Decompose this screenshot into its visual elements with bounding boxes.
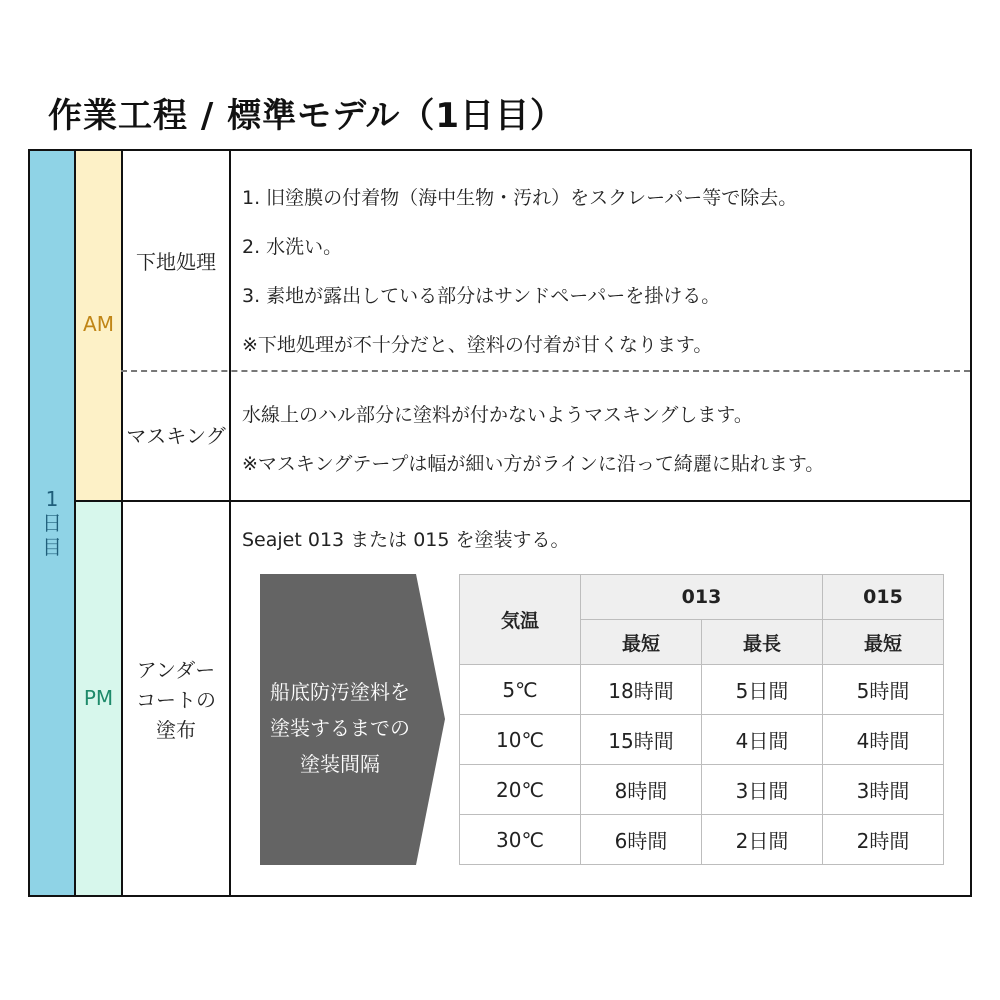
divider (229, 149, 231, 897)
interval-cell: 5日間 (702, 665, 823, 715)
frame-border (28, 149, 30, 897)
task-name-line: アンダー (136, 658, 216, 682)
task-name-line: 塗布 (156, 718, 196, 742)
am-pm-divider (76, 500, 970, 502)
task-name-surface-prep: 下地処理 (136, 250, 216, 274)
interval-cell: 4時間 (823, 715, 944, 765)
day-label: 1日目 (42, 487, 62, 559)
instruction-line: 2. 水洗い。 (242, 236, 343, 258)
surface-prep-instructions (242, 183, 797, 357)
instruction-note: ※マスキングテープは幅が細い方がラインに沿って綺麗に貼れます。 (242, 453, 825, 475)
pm-label: PM (83, 686, 114, 710)
arrow-text-line: 船底防汚塗料を (270, 680, 410, 704)
am-label: AM (83, 312, 114, 336)
interval-cell: 2日間 (702, 815, 823, 865)
page-title: 作業工程 / 標準モデル（1日目） (48, 96, 566, 136)
table-row (460, 815, 944, 865)
table-row (460, 765, 944, 815)
interval-cell: 2時間 (823, 815, 944, 865)
temperature-cell: 5℃ (460, 665, 581, 715)
subheader-min: 最短 (823, 620, 944, 665)
temperature-cell: 10℃ (460, 715, 581, 765)
interval-cell: 18時間 (581, 665, 702, 715)
interval-cell: 3時間 (823, 765, 944, 815)
temperature-cell: 30℃ (460, 815, 581, 865)
subheader-min: 最短 (581, 620, 702, 665)
recoat-interval-table (459, 574, 944, 865)
interval-cell: 3日間 (702, 765, 823, 815)
arrow-text-line: 塗装間隔 (300, 752, 380, 776)
frame-border (28, 149, 972, 151)
interval-cell: 4日間 (702, 715, 823, 765)
interval-cell: 8時間 (581, 765, 702, 815)
table-row (460, 665, 944, 715)
arrow-text (260, 674, 420, 782)
interval-cell: 6時間 (581, 815, 702, 865)
interval-cell: 15時間 (581, 715, 702, 765)
instruction-line: 水線上のハル部分に塗料が付かないようマスキングします。 (242, 404, 753, 426)
header-015: 015 (823, 575, 944, 620)
header-temperature: 気温 (460, 575, 581, 665)
masking-instructions (242, 400, 824, 476)
subheader-max: 最長 (702, 620, 823, 665)
instruction-line: 3. 素地が露出している部分はサンドペーパーを掛ける。 (242, 285, 721, 307)
table-row (460, 715, 944, 765)
task-divider (121, 370, 970, 372)
undercoat-intro: Seajet 013 または 015 を塗装する。 (242, 529, 570, 551)
instruction-line: 1. 旧塗膜の付着物（海中生物・汚れ）をスクレーパー等で除去。 (242, 187, 798, 209)
interval-arrow-callout (260, 574, 445, 865)
arrow-text-line: 塗装するまでの (270, 716, 410, 740)
schedule-table (28, 149, 972, 897)
interval-cell: 5時間 (823, 665, 944, 715)
frame-border (970, 149, 972, 897)
task-name-line: コートの (136, 688, 216, 712)
task-name-masking: マスキング (126, 424, 226, 448)
task-name-undercoat (123, 655, 229, 745)
header-013: 013 (581, 575, 823, 620)
instruction-note: ※下地処理が不十分だと、塗料の付着が甘くなります。 (242, 334, 713, 356)
temperature-cell: 20℃ (460, 765, 581, 815)
frame-border (28, 895, 972, 897)
